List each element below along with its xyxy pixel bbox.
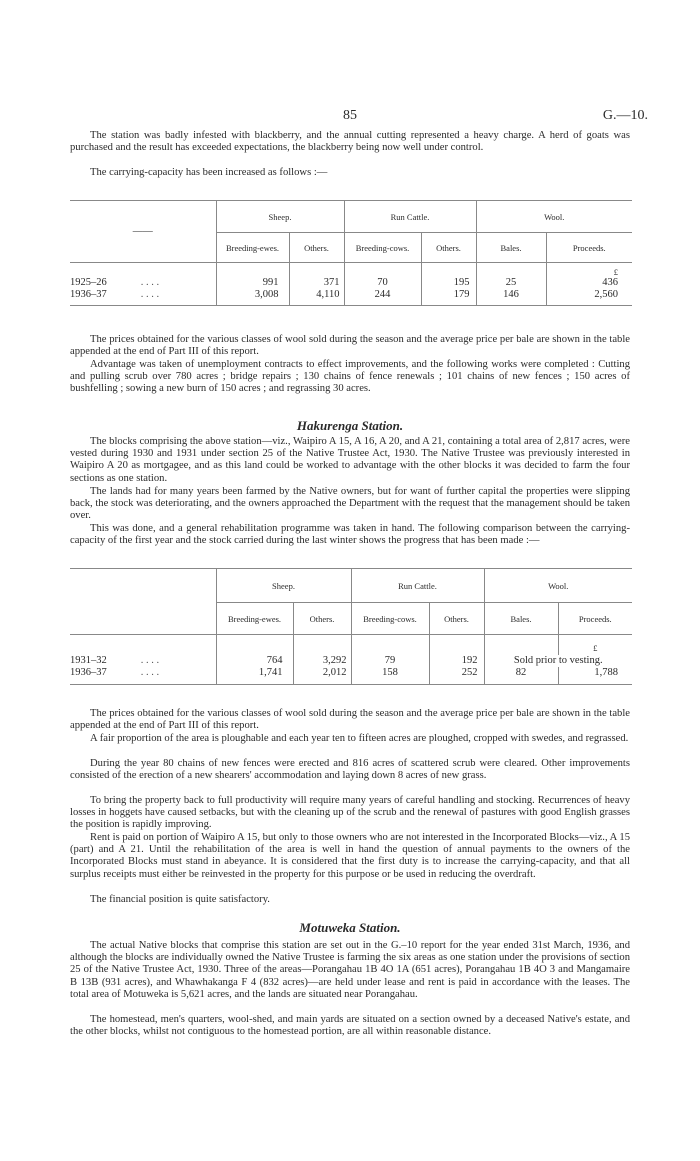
- column-header: Others.: [293, 603, 351, 635]
- table-row: 1936–37 . . . . 3,008 4,110 244 179 146 2,560: [70, 289, 632, 305]
- column-header: Others.: [421, 233, 476, 263]
- heading-hakurenga-station: Hakurenga Station.: [296, 418, 404, 433]
- paragraph-wool-prices: The prices obtained for the various classes of wool sold during the season and the average price per bale are shown in the table appended at the end of Part III of this report.: [70, 334, 630, 358]
- paragraph-productivity: To bring the property back to full productivity will require many years of careful handling and stocking. Recurrences of heavy losses in hoggets have caused setbacks, but with the cleaning up of the scrub and the renewal of pastures with good English grasses the position is rapidly improving.: [70, 795, 630, 831]
- paragraph-hakurenga-blocks: The blocks comprising the above station—viz., Waipiro A 15, A 16, A 20, and A 21, containing a total area of 2,817 acres, were vested during 1930 and 1931 under section 25 of the Native Trustee Act, 1930. The Native Trustee was previously interested in Waipiro A 20 as mortgagee, and as this land could be worked to advantage with the other blocks it was decided to farm the four sections as one station.: [70, 436, 630, 484]
- column-header: Proceeds.: [558, 603, 632, 635]
- wool-note: Sold prior to vesting.: [484, 655, 632, 667]
- unit-label: £: [546, 263, 632, 278]
- carrying-capacity-table-1: [70, 200, 632, 306]
- paragraph-hakurenga-history: The lands had for many years been farmed by the Native owners, but for want of further capital the properties were slipping back, the stock was deteriorating, and the owners approached the Department with the request that the management should be taken over.: [70, 486, 630, 522]
- column-group-wool: Wool.: [476, 201, 632, 233]
- table-row: 1925–26 . . . . 991 371 70 195 25 436: [70, 277, 632, 289]
- paragraph-ploughing: A fair proportion of the area is ploughable and each year ten to fifteen acres are ploughed, cropped with swedes, and regrassed.: [90, 733, 629, 744]
- paragraph-fences: During the year 80 chains of new fences were erected and 816 acres of scattered scrub were cleared. Other improvements consisted of the erection of a new shearers' accommodation and laying down 8 acres of new grass.: [70, 758, 630, 782]
- column-group-sheep: Sheep.: [216, 201, 344, 233]
- paragraph-hakurenga-rehabilitation: This was done, and a general rehabilitation programme was taken in hand. The following comparison between the carrying-capacity of the first year and the stock carried during the last winter shows the progress that has been made :—: [70, 523, 630, 547]
- page-number: 85: [343, 108, 357, 123]
- column-header: Breeding-ewes.: [216, 603, 293, 635]
- column-group-run-cattle: Run Cattle.: [351, 569, 484, 603]
- paragraph-improvements: Advantage was taken of unemployment contracts to effect improvements, and the following works were completed : Cutting and pulling scrub over 780 acres ; bridge repairs ; 130 chains of fence renewals ; 101 chains of new fences ; 150 acres of bushfelling ; sowing a new burn of 150 acres ; and regrassing 30 acres.: [70, 359, 630, 395]
- column-header: Breeding-cows.: [344, 233, 421, 263]
- table-stub: ——: [132, 226, 153, 237]
- paragraph-financial-position: The financial position is quite satisfactory.: [90, 894, 270, 905]
- document-code: G.—10.: [602, 108, 648, 123]
- paragraph-rent: Rent is paid on portion of Waipiro A 15, but only to those owners who are not interested in the Incorporated Blocks—viz., A 15 (part) and A 21. Until the rehabilitation of the area is well in hand the question of annual payments to the owners of the Incorporated Blocks must stand in abeyance. It is considered that the first duty is to increase the carrying-capacity, and that all surplus receipts must either be reinvested in the property for this purpose or be used in reducing the overdraft.: [70, 832, 630, 880]
- table-row: 1936–37 . . . . 1,741 2,012 158 252 82 1,788: [70, 667, 632, 685]
- column-group-run-cattle: Run Cattle.: [344, 201, 476, 233]
- column-header: Proceeds.: [546, 233, 632, 263]
- paragraph-motuweka-homestead: The homestead, men's quarters, wool-shed, and main yards are situated on a section owned by a deceased Native's estate, and the other blocks, whilst not contiguous to the homestead portion, are all within reasonable distance.: [70, 1014, 630, 1038]
- unit-label: £: [558, 635, 632, 655]
- paragraph-blackberry: The station was badly infested with blackberry, and the annual cutting represented a heavy charge. A herd of goats was purchased and the result has exceeded expectations, the blackberry being now well under control.: [70, 130, 630, 154]
- column-header: Others.: [429, 603, 484, 635]
- heading-motuweka-station: Motuweka Station.: [299, 920, 401, 935]
- paragraph-carrying-capacity-intro: The carrying-capacity has been increased as follows :—: [90, 167, 328, 178]
- table-row: 1931–32 . . . . 764 3,292 79 192 Sold prior to vesting.: [70, 655, 632, 667]
- paragraph-motuweka-blocks: The actual Native blocks that comprise this station are set out in the G.–10 report for the year ended 31st March, 1936, and although the blocks are individually owned the Native Trustee is farming the six areas as one station under the provisions of section 25 of the Native Trustee Act, 1930. Three of the areas—Porangahau 1B 4O 1A (651 acres), Porangahau 1B 4O 3 and Mangamaire B 13B (931 acres), and Whawhakanga F 4 (832 acres)—are held under lease and rent is paid in accordance with the leases. The total area of Motuweka is 5,621 acres, and the lands are situated near Porangahau.: [70, 940, 630, 1000]
- column-group-sheep: Sheep.: [216, 569, 351, 603]
- column-header: Others.: [289, 233, 344, 263]
- column-header: Bales.: [476, 233, 546, 263]
- carrying-capacity-table-2: [70, 568, 632, 685]
- column-header: Breeding-cows.: [351, 603, 429, 635]
- column-header: Breeding-ewes.: [216, 233, 289, 263]
- column-header: Bales.: [484, 603, 558, 635]
- paragraph-wool-prices-2: The prices obtained for the various classes of wool sold during the season and the average price per bale are shown in the table appended at the end of Part III of this report.: [70, 708, 630, 732]
- column-group-wool: Wool.: [484, 569, 632, 603]
